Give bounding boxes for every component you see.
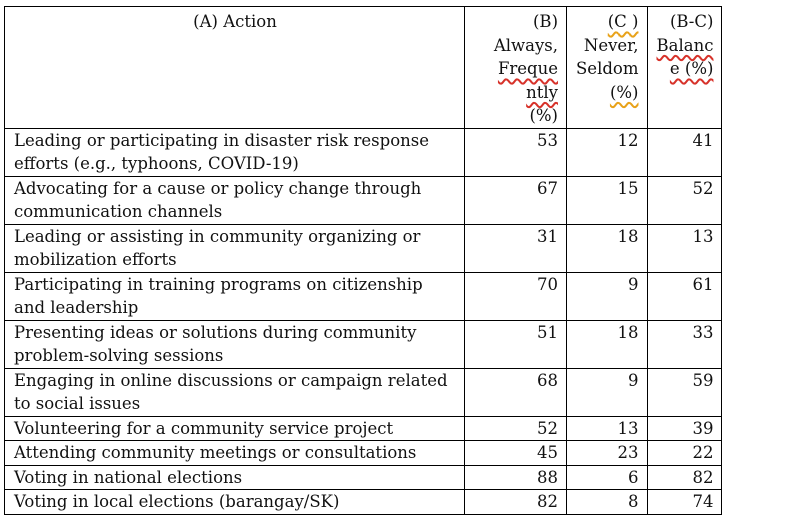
never-cell: 12 [567, 128, 648, 176]
header-never-line-4: (%) [609, 82, 639, 102]
never-cell: 18 [567, 320, 648, 368]
action-cell: Voting in local elections (barangay/SK) [5, 490, 465, 515]
header-never-line-2: Never, [583, 35, 639, 55]
header-always-line-2: Freque [497, 59, 558, 78]
never-cell: 6 [567, 465, 648, 490]
balance-cell: 82 [647, 465, 722, 490]
table-row [5, 128, 722, 176]
balance-cell: 52 [647, 176, 722, 224]
header-always-frequently [465, 7, 567, 129]
header-balance-line-1: (B-C) [669, 12, 714, 31]
never-cell: 18 [567, 224, 648, 272]
always-cell: 82 [465, 490, 567, 515]
action-cell: Leading or assisting in community organizing or mobilization efforts [5, 224, 465, 272]
header-always-line-4: (%) [529, 106, 558, 125]
action-cell: Presenting ideas or solutions during community problem-solving sessions [5, 320, 465, 368]
action-cell: Voting in national elections [5, 465, 465, 490]
action-cell: Leading or participating in disaster risk response efforts (e.g., typhoons, COVID-19) [5, 128, 465, 176]
always-cell: 52 [465, 416, 567, 441]
table-row [5, 416, 722, 441]
header-always-line-1: (B) Always, [493, 12, 558, 55]
table-row [5, 224, 722, 272]
header-action-label: (A) Action [193, 12, 277, 31]
table-row [5, 272, 722, 320]
header-balance [647, 7, 722, 129]
action-cell: Participating in training programs on citizenship and leadership [5, 272, 465, 320]
table-row [5, 368, 722, 416]
header-balance-line-2: Balanc [656, 35, 714, 55]
header-never-line-3: Seldom [576, 59, 639, 78]
header-never-seldom [567, 7, 648, 129]
civic-engagement-table [4, 6, 722, 515]
table-row [5, 176, 722, 224]
table-row [5, 465, 722, 490]
action-cell: Attending community meetings or consultations [5, 441, 465, 466]
table-row [5, 441, 722, 466]
never-cell: 15 [567, 176, 648, 224]
balance-cell: 13 [647, 224, 722, 272]
header-action [5, 7, 465, 129]
action-cell: Volunteering for a community service project [5, 416, 465, 441]
balance-cell: 59 [647, 368, 722, 416]
header-never-line-1: (C ) [607, 12, 639, 31]
balance-cell: 33 [647, 320, 722, 368]
always-cell: 53 [465, 128, 567, 176]
action-cell: Engaging in online discussions or campaign related to social issues [5, 368, 465, 416]
always-cell: 88 [465, 465, 567, 490]
always-cell: 70 [465, 272, 567, 320]
table-row [5, 320, 722, 368]
always-cell: 68 [465, 368, 567, 416]
never-cell: 9 [567, 368, 648, 416]
never-cell: 13 [567, 416, 648, 441]
table-row [5, 490, 722, 515]
always-cell: 45 [465, 441, 567, 466]
balance-cell: 61 [647, 272, 722, 320]
always-cell: 51 [465, 320, 567, 368]
never-cell: 8 [567, 490, 648, 515]
action-cell: Advocating for a cause or policy change through communication channels [5, 176, 465, 224]
balance-cell: 41 [647, 128, 722, 176]
balance-cell: 39 [647, 416, 722, 441]
header-balance-line-3: e (%) [669, 59, 714, 78]
balance-cell: 22 [647, 441, 722, 466]
never-cell: 9 [567, 272, 648, 320]
always-cell: 31 [465, 224, 567, 272]
never-cell: 23 [567, 441, 648, 466]
header-always-line-3: ntly [526, 82, 558, 102]
balance-cell: 74 [647, 490, 722, 515]
always-cell: 67 [465, 176, 567, 224]
header-row [5, 7, 722, 129]
